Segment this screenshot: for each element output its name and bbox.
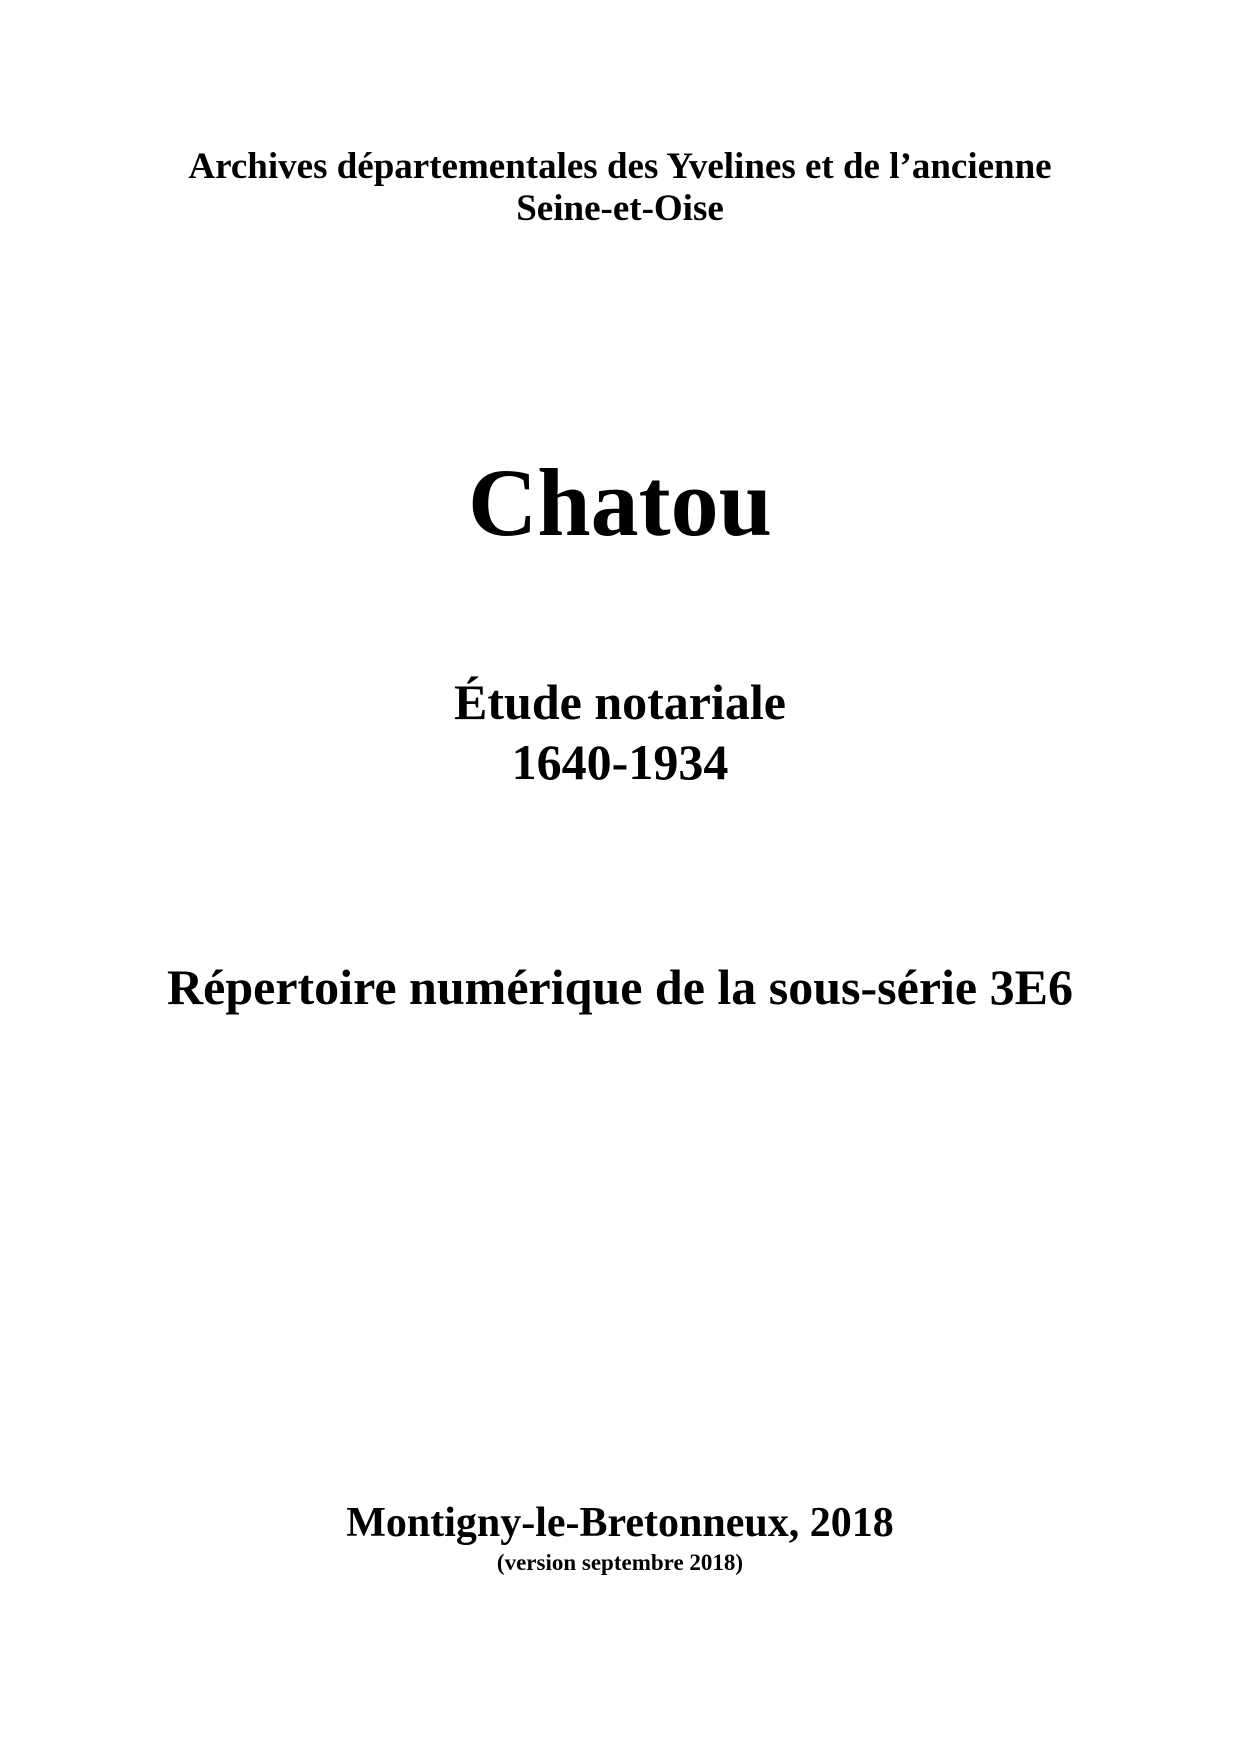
institution-header: [0, 146, 1240, 230]
imprint-version-note: (version septembre 2018): [496, 1550, 744, 1575]
document-title: Chatou: [467, 449, 773, 556]
document-subtitle: [0, 672, 1240, 792]
series-title: Répertoire numérique de la sous-série 3E6: [167, 959, 1073, 1015]
imprint-place-date: Montigny-le-Bretonneux, 2018: [346, 1500, 894, 1546]
subtitle-date-range: 1640-1934: [511, 734, 729, 790]
subtitle-study-type: Étude notariale: [454, 674, 786, 730]
institution-name-line2: Seine-et-Oise: [516, 188, 724, 229]
institution-name-line1: Archives départementales des Yvelines et de l’ancienne: [188, 146, 1052, 187]
